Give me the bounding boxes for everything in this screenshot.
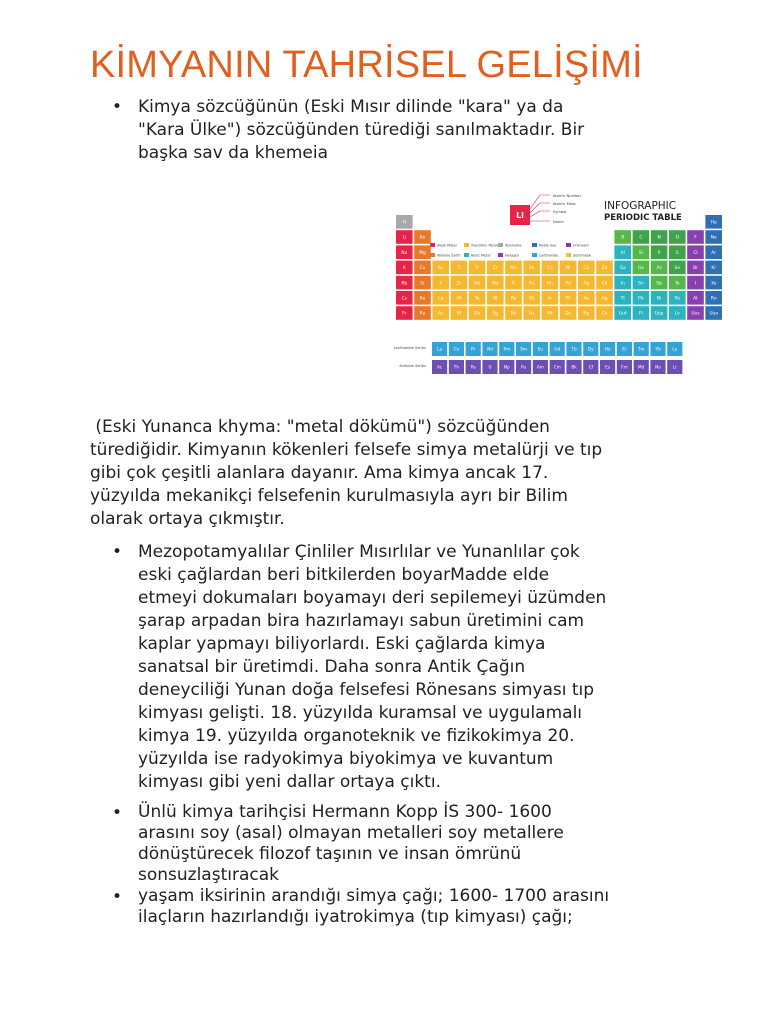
element-symbol: Li: [402, 235, 407, 241]
element-symbol: Ho: [604, 346, 611, 352]
bullet-marker: •: [112, 97, 123, 117]
text-line: arasını soy (asal) olmayan metalleri soy metallere: [138, 823, 564, 843]
bullet-marker: •: [112, 803, 123, 823]
text-line: kimyası gelişti. 18. yüzyılda kuramsal ve uygulamalı: [138, 703, 583, 723]
key-label: Symbol: [553, 210, 567, 214]
legend-swatch: [464, 243, 469, 247]
element-symbol: Sn: [638, 281, 644, 287]
element-symbol: Sm: [520, 346, 527, 352]
element-symbol: Te: [674, 281, 680, 287]
element-symbol: U: [488, 364, 492, 370]
element-symbol: V: [475, 266, 479, 272]
series-label: Actinide Series: [399, 364, 426, 368]
element-symbol: Bk: [571, 364, 577, 370]
element-symbol: Mt: [547, 311, 553, 317]
element-symbol: Lr: [672, 364, 677, 370]
element-symbol: Ni: [565, 266, 571, 272]
element-symbol: Cm: [553, 364, 561, 370]
element-symbol: Np: [503, 364, 510, 370]
element-symbol: Tc: [511, 281, 516, 287]
element-symbol: Ba: [419, 296, 426, 302]
page-title: KİMYANIN TAHRİSEL GELİŞİMİ: [90, 44, 643, 86]
text-line: deneyciliği Yunan doğa felsefesi Rönesans simyası tıp: [138, 680, 595, 700]
element-symbol: Ru: [528, 281, 535, 287]
element-symbol: Ga: [619, 266, 626, 272]
legend-swatch: [464, 253, 469, 257]
key-pointer-line: [530, 195, 550, 209]
element-symbol: Sc: [438, 266, 444, 272]
element-symbol: Xe: [710, 281, 717, 287]
element-symbol: La: [437, 346, 443, 352]
text-line: "Kara Ülke") sözcüğünden türediği sanılmaktadır. Bir: [138, 120, 585, 140]
bullet-marker: •: [112, 542, 123, 562]
element-symbol: Mg: [419, 250, 426, 256]
legend-label: Alkaline Earth: [437, 253, 461, 258]
text-line: sanatsal bir üretimdi. Daha sonra Antik Çağın: [138, 657, 526, 677]
element-symbol: Zr: [456, 281, 462, 287]
element-symbol: Cs: [401, 296, 407, 302]
element-symbol: P: [657, 250, 661, 256]
element-symbol: Gd: [554, 346, 561, 352]
legend-swatch: [532, 253, 537, 257]
bullet-2-text: [138, 802, 564, 886]
text-line: Ünlü kimya tarihçisi Hermann Kopp İS 300- 1600: [138, 802, 552, 822]
element-symbol: Tl: [620, 296, 625, 302]
text-line: kimyası gibi yeni dallar ortaya çıktı.: [138, 772, 441, 792]
element-symbol: Au: [583, 296, 590, 302]
element-symbol: Bi: [656, 296, 662, 302]
element-symbol: Y: [439, 281, 443, 287]
text-line: sonsuzlaştıracak: [138, 865, 279, 885]
continuation-paragraph: [90, 416, 690, 531]
element-symbol: Uut: [618, 311, 627, 317]
element-symbol: Cn: [601, 311, 608, 317]
element-symbol: As: [656, 266, 662, 272]
element-symbol: Ar: [711, 250, 717, 256]
series-label: Lanthanide Series: [393, 346, 426, 350]
legend-label: Noble Gas: [539, 243, 557, 248]
element-symbol: F: [694, 235, 697, 241]
text-line: yaşam iksirinin arandığı simya çağı; 1600- 1700 arasını: [138, 886, 610, 906]
element-symbol: I: [694, 281, 697, 287]
element-symbol: Lv: [674, 311, 680, 317]
element-symbol: Ti: [457, 266, 461, 272]
element-symbol: N: [657, 235, 661, 241]
element-symbol: Uup: [654, 311, 664, 317]
element-symbol: C: [639, 235, 643, 241]
key-label: Atomic Number: [553, 194, 582, 198]
element-symbol: Be: [419, 235, 426, 241]
legend-swatch: [532, 243, 537, 247]
element-symbol: Uus: [691, 311, 700, 317]
element-symbol: Os: [528, 296, 535, 302]
element-symbol: Rh: [546, 281, 553, 287]
element-symbol: Ta: [474, 296, 480, 302]
element-symbol: Bh: [510, 311, 517, 317]
element-symbol: Lu: [672, 346, 678, 352]
element-symbol: Hs: [528, 311, 535, 317]
element-symbol: Th: [453, 364, 460, 370]
element-symbol: Am: [536, 364, 544, 370]
element-symbol: B: [621, 235, 625, 241]
element-symbol: Hf: [456, 296, 462, 302]
element-symbol: Se: [674, 266, 681, 272]
element-symbol: Cl: [693, 250, 698, 256]
legend-swatch: [498, 243, 503, 247]
text-line: etmeyi dokumaları boyamayı deri sepilemeyi üzümden: [138, 588, 607, 608]
element-symbol: H: [402, 220, 406, 226]
element-symbol: Tb: [571, 346, 577, 352]
element-symbol: Ne: [710, 235, 717, 241]
legend-swatch: [566, 243, 571, 247]
text-line: Mezopotamyalılar Çinliler Mısırlılar ve Yunanlılar çok: [138, 542, 580, 562]
element-symbol: Ds: [565, 311, 571, 317]
element-symbol: In: [620, 281, 625, 287]
element-symbol: Db: [474, 311, 481, 317]
element-symbol: Uuo: [709, 311, 719, 317]
text-line: kaplar yapmayı biliyorlardı. Eski çağlarda kimya: [138, 634, 546, 654]
legend-swatch: [498, 253, 503, 257]
text-line: yüzyılda mekanikçi felsefenin kurulmasıyla ayrı bir Bilim: [90, 486, 568, 506]
legend-swatch: [566, 253, 571, 257]
element-symbol: Cf: [588, 364, 594, 370]
element-symbol: Po: [674, 296, 680, 302]
element-symbol: Ge: [637, 266, 644, 272]
bullet-3-text: [138, 886, 609, 928]
text-line: türediğidir. Kimyanın kökenleri felsefe simya metalürji ve tıp: [90, 440, 603, 460]
element-symbol: Re: [510, 296, 517, 302]
element-symbol: Fe: [529, 266, 535, 272]
text-line: eski çağlardan beri bitkilerden boyarMadde elde: [138, 565, 550, 585]
element-symbol: Sb: [656, 281, 662, 287]
legend-label: Transition Metal: [471, 243, 498, 248]
bullet-1-text: [138, 541, 606, 794]
element-symbol: Md: [638, 364, 645, 370]
text-line: şarap arpadan bira hazırlamayı sabun üretimini cam: [138, 611, 585, 631]
element-symbol: Ce: [453, 346, 460, 352]
element-symbol: Fr: [402, 311, 407, 317]
element-symbol: Dy: [587, 346, 594, 352]
element-symbol: Ca: [419, 266, 426, 272]
periodic-table-image: [372, 165, 728, 401]
element-symbol: Ag: [583, 281, 590, 287]
element-symbol: Rb: [401, 281, 408, 287]
key-pointer-line: [530, 211, 550, 217]
element-symbol: Pt: [565, 296, 571, 302]
element-symbol: Al: [620, 250, 625, 256]
element-symbol: Eu: [537, 346, 544, 352]
key-label: Name: [553, 220, 564, 224]
element-symbol: At: [693, 296, 698, 302]
element-symbol: Br: [693, 266, 698, 272]
text-line: başka sav da khemeia: [138, 143, 329, 163]
element-symbol: Hg: [601, 296, 608, 302]
periodic-table-svg: [372, 165, 728, 401]
element-symbol: Mo: [492, 281, 499, 287]
text-line: kimya 19. yüzyılda organoteknik ve fizikokimya 20.: [138, 726, 575, 746]
element-symbol: O: [675, 235, 680, 241]
element-symbol: Mn: [510, 266, 517, 272]
element-symbol: Nb: [474, 281, 481, 287]
legend-label: Nonmetal: [505, 243, 522, 248]
element-symbol: S: [675, 250, 679, 256]
element-symbol: Nd: [487, 346, 493, 352]
element-symbol: Rf: [456, 311, 462, 317]
element-symbol: Si: [638, 250, 643, 256]
text-line: Kimya sözcüğünün (Eski Mısır dilinde "kara" ya da: [138, 97, 564, 117]
element-symbol: La: [438, 296, 444, 302]
element-symbol: Ir: [548, 296, 552, 302]
element-symbol: Pu: [521, 364, 527, 370]
legend-label: Basic Metal: [471, 253, 491, 258]
element-symbol: Rg: [583, 311, 590, 317]
element-symbol: Pm: [503, 346, 511, 352]
element-symbol: Pb: [638, 296, 644, 302]
element-symbol: No: [655, 364, 661, 370]
key-label: Atomic Mass: [553, 202, 576, 206]
element-symbol: Na: [401, 250, 408, 256]
legend-label: Unknown: [573, 243, 589, 248]
element-symbol: Kr: [711, 266, 717, 272]
element-symbol: Ac: [438, 311, 444, 317]
legend-label: Lanthanide: [539, 253, 559, 258]
periodic-table-heading: PERIODIC TABLE: [604, 213, 682, 223]
element-symbol: Cd: [601, 281, 608, 287]
legend-label: Semimetal: [573, 253, 592, 258]
element-symbol: Rn: [710, 296, 717, 302]
legend-label: Alkali Metal: [437, 243, 457, 248]
infographic-heading: INFOGRAPHIC: [604, 200, 677, 212]
key-element-symbol: Li: [516, 211, 524, 220]
text-line: dönüştürecek filozof taşının ve insan ömrünü: [138, 844, 522, 864]
element-symbol: Es: [605, 364, 611, 370]
element-symbol: He: [710, 220, 717, 226]
element-symbol: Fm: [621, 364, 628, 370]
element-symbol: Ra: [419, 311, 426, 317]
element-symbol: Cr: [492, 266, 498, 272]
element-symbol: Pr: [471, 346, 476, 352]
text-line: olarak ortaya çıkmıştır.: [90, 509, 285, 529]
element-symbol: Sg: [492, 311, 499, 317]
element-symbol: Cu: [583, 266, 590, 272]
element-symbol: Fl: [639, 311, 643, 317]
text-line: ilaçların hazırlandığı iyatrokimya (tıp kimyası) çağı;: [138, 907, 573, 927]
element-symbol: Pd: [565, 281, 571, 287]
element-symbol: W: [493, 296, 498, 302]
element-symbol: Yb: [655, 346, 661, 352]
bullet-marker: •: [112, 887, 123, 907]
text-line: yüzyılda ise radyokimya biyokimya ve kuvantum: [138, 749, 554, 769]
element-symbol: Co: [547, 266, 553, 272]
intro-bullet-text: [138, 96, 584, 165]
element-symbol: K: [402, 266, 406, 272]
element-symbol: Er: [622, 346, 627, 352]
text-line: (Eski Yunanca khyma: "metal dökümü") sözcüğünden: [90, 417, 550, 437]
text-line: gibi çok çeşitli alanlara dayanır. Ama kimya ancak 17.: [90, 463, 549, 483]
element-symbol: Zn: [601, 266, 608, 272]
element-symbol: Tm: [637, 346, 645, 352]
element-symbol: Sr: [420, 281, 425, 287]
element-symbol: Pa: [470, 364, 476, 370]
element-symbol: Ac: [437, 364, 443, 370]
legend-label: Halogen: [505, 253, 520, 258]
